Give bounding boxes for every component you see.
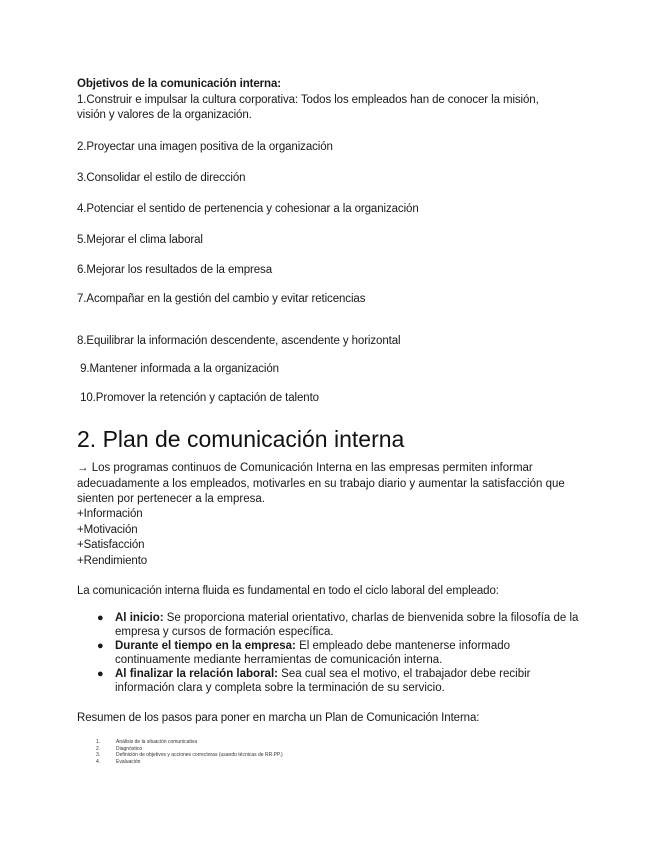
step-text: Análisis de la situación comunicativa xyxy=(116,739,198,745)
objective-4: 4.Potenciar el sentido de pertenencia y cohesionar a la organización xyxy=(77,203,419,215)
plus-item-informacion: +Información xyxy=(77,508,143,520)
list-item xyxy=(77,612,587,639)
steps-intro: Resumen de los pasos para poner en marcha un Plan de Comunicación Interna: xyxy=(77,712,480,724)
plus-item-rendimiento: +Rendimiento xyxy=(77,555,148,567)
cycle-bullet-list xyxy=(77,612,587,696)
step-number: 2. xyxy=(96,745,101,752)
steps-list xyxy=(96,739,283,765)
objective-3: 3.Consolidar el estilo de dirección xyxy=(77,172,246,184)
bullet-label: Durante el tiempo en la empresa: xyxy=(115,640,296,652)
bullet-text: El empleado debe mantenerse informado continuamente mediante herramientas de comunicación interna. xyxy=(115,640,511,666)
step-text: Diagnóstico xyxy=(116,745,143,752)
list-item xyxy=(77,668,587,695)
objective-10: 10.Promover la retención y captación de talento xyxy=(77,392,319,404)
objective-1-line-2: visión y valores de la organización. xyxy=(77,109,252,121)
step-number: 4. xyxy=(96,758,101,765)
objective-7: 7.Acompañar en la gestión del cambio y evitar reticencias xyxy=(77,293,366,305)
bullet-text: Se proporciona material orientativo, charlas de bienvenida sobre la filosofía de la empresa y cursos de formación específica. xyxy=(115,612,579,638)
objectives-title: Objetivos de la comunicación interna: xyxy=(77,78,281,90)
step-number: 3. xyxy=(96,752,101,758)
step-number: 1. xyxy=(96,739,101,745)
step-text: Evaluación xyxy=(116,758,141,765)
objective-9: 9.Mantener informada a la organización xyxy=(77,363,279,375)
plus-item-motivacion: +Motivación xyxy=(77,524,138,536)
objective-1-line-1: 1.Construir e impulsar la cultura corporativa: Todos los empleados han de conocer la misión, xyxy=(77,94,539,106)
list-item xyxy=(77,640,587,667)
objective-6: 6.Mejorar los resultados de la empresa xyxy=(77,264,272,276)
bullet-icon: ● xyxy=(97,612,104,624)
list-item xyxy=(96,759,283,766)
bullet-text: Sea cual sea el motivo, el trabajador debe recibir información clara y completa sobre la terminación de su servicio. xyxy=(115,668,531,694)
objective-2: 2.Proyectar una imagen positiva de la organización xyxy=(77,141,333,153)
bullet-label: Al finalizar la relación laboral: xyxy=(115,668,278,680)
objective-5: 5.Mejorar el clima laboral xyxy=(77,234,203,246)
bullet-icon: ● xyxy=(97,640,104,652)
bullet-icon: ● xyxy=(97,668,104,680)
intro-paragraph: → Los programas continuos de Comunicación Interna en las empresas permiten informar adecuadamente a los empleados, motivarles en su trabajo diario y aumentar la satisfacción que sienten por pertenecer a la empresa. xyxy=(77,462,565,505)
section-heading: 2. Plan de comunicación interna xyxy=(77,426,405,452)
objective-8: 8.Equilibrar la información descendente, ascendente y horizontal xyxy=(77,335,401,347)
cycle-intro: La comunicación interna fluida es fundamental en todo el ciclo laboral del empleado: xyxy=(77,585,499,597)
plus-item-satisfaccion: +Satisfacción xyxy=(77,539,145,551)
step-text: Definición de objetivos y acciones correctoras (usando técnicas de RR.PP.) xyxy=(116,752,283,758)
bullet-label: Al inicio: xyxy=(115,612,164,624)
